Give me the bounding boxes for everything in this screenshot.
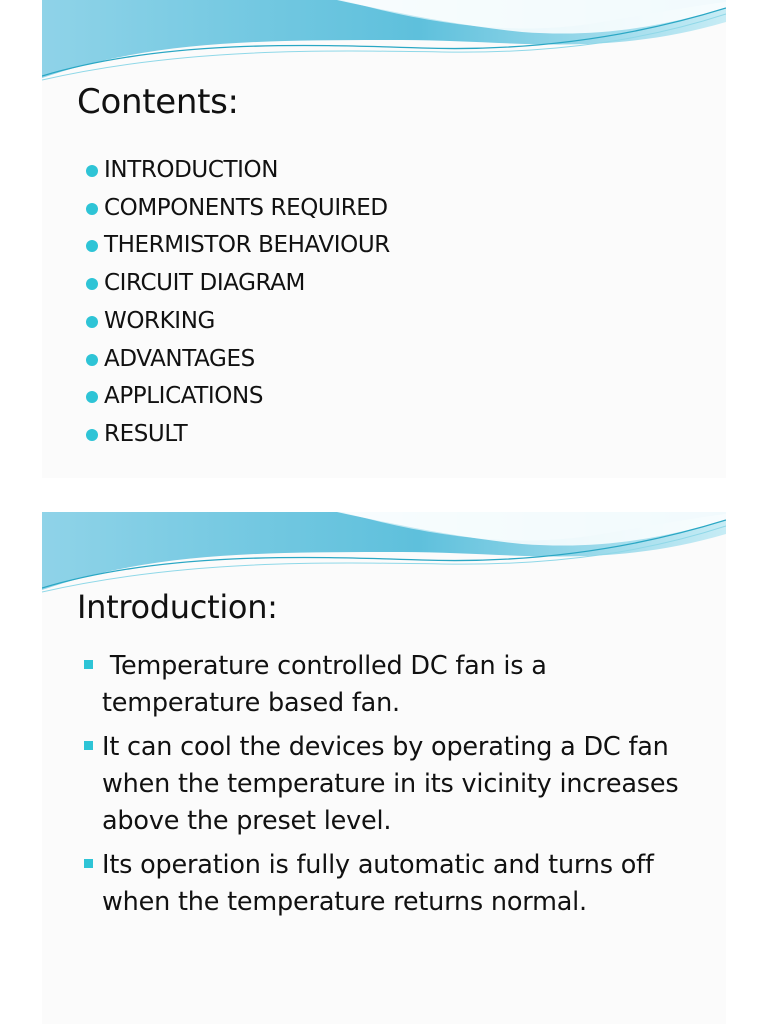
- list-item: RESULT: [86, 416, 390, 454]
- intro-list: [82, 648, 712, 928]
- slide-title: Contents:: [77, 82, 239, 122]
- bullet-square-icon: [84, 660, 93, 669]
- list-item: ADVANTAGES: [86, 341, 390, 379]
- bullet-dot-icon: [86, 240, 98, 252]
- bullet-square-icon: [84, 741, 93, 750]
- list-item: Its operation is fully automatic and turns off when the temperature returns normal.: [82, 847, 712, 921]
- bullet-dot-icon: [86, 354, 98, 366]
- bullet-dot-icon: [86, 278, 98, 290]
- contents-list: [86, 152, 390, 454]
- list-item: CIRCUIT DIAGRAM: [86, 265, 390, 303]
- list-item: APPLICATIONS: [86, 378, 390, 416]
- bullet-dot-icon: [86, 316, 98, 328]
- list-item: INTRODUCTION: [86, 152, 390, 190]
- list-item: It can cool the devices by operating a DC fan when the temperature in its vicinity increases above the preset level.: [82, 729, 712, 840]
- bullet-dot-icon: [86, 429, 98, 441]
- bullet-dot-icon: [86, 391, 98, 403]
- bullet-square-icon: [84, 859, 93, 868]
- list-item: COMPONENTS REQUIRED: [86, 190, 390, 228]
- slide-contents: [42, 0, 726, 478]
- list-item: WORKING: [86, 303, 390, 341]
- list-item: THERMISTOR BEHAVIOUR: [86, 227, 390, 265]
- list-item: Temperature controlled DC fan is a temperature based fan.: [82, 648, 712, 722]
- slide-title: Introduction:: [77, 588, 278, 626]
- slide-introduction: [42, 512, 726, 1024]
- bullet-dot-icon: [86, 203, 98, 215]
- bullet-dot-icon: [86, 165, 98, 177]
- wave-banner: [42, 0, 726, 90]
